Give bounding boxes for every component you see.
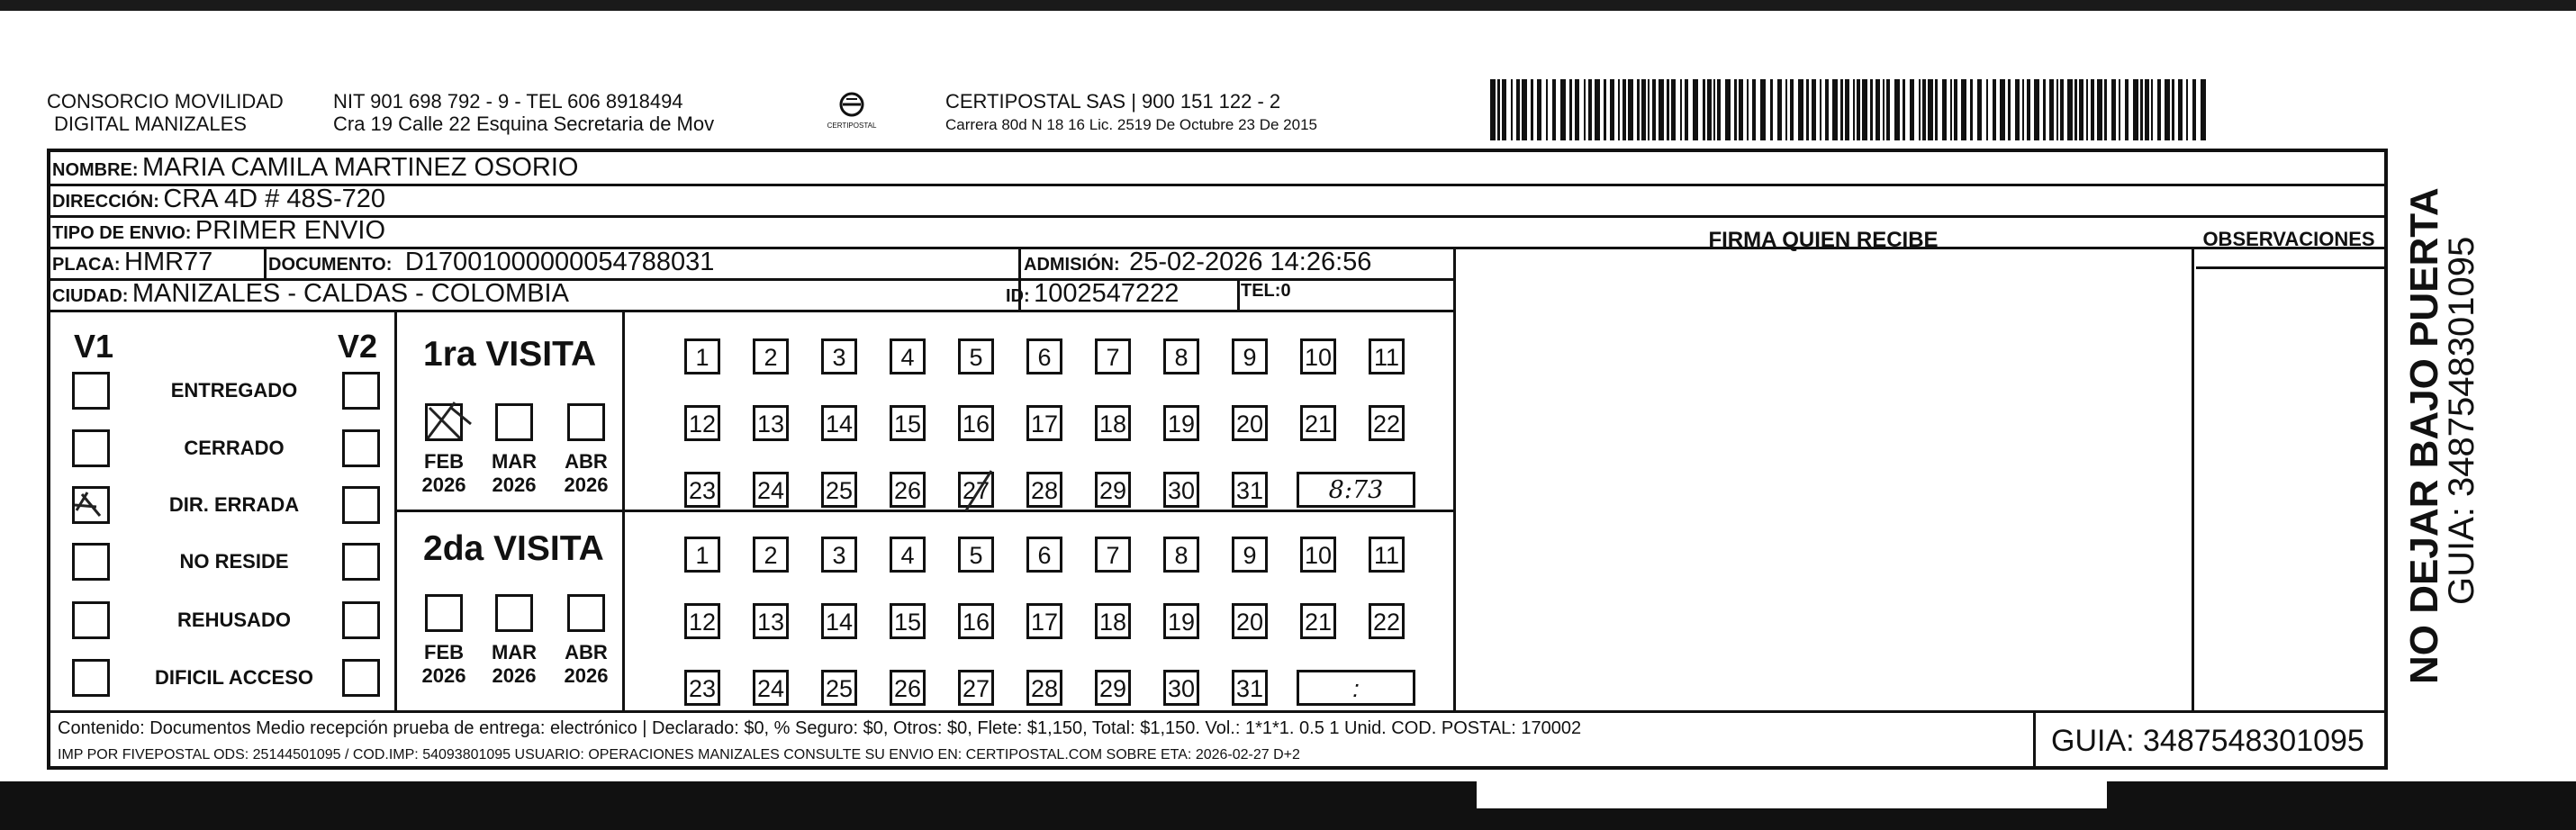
day-box[interactable]: 13 bbox=[753, 405, 789, 441]
month-checkbox[interactable] bbox=[425, 403, 463, 441]
status-option-label: REHUSADO bbox=[177, 609, 291, 631]
time-box[interactable]: : bbox=[1297, 670, 1415, 706]
month-checkbox[interactable] bbox=[495, 403, 533, 441]
month-year: 2026 bbox=[564, 664, 609, 687]
day-box[interactable]: 9 bbox=[1232, 537, 1268, 573]
day-box[interactable]: 2 bbox=[753, 338, 789, 374]
day-box[interactable]: 23 bbox=[684, 670, 720, 706]
certipostal-logo bbox=[827, 86, 877, 137]
day-box[interactable]: 1 bbox=[684, 338, 720, 374]
day-box[interactable]: 7 bbox=[1095, 338, 1131, 374]
documento-field: DOCUMENTO: D17001000000054788031 bbox=[268, 248, 715, 276]
status-option-label: ENTREGADO bbox=[170, 379, 298, 401]
day-box[interactable]: 2 bbox=[753, 537, 789, 573]
footer-guia: GUIA: 3487548301095 bbox=[2051, 724, 2364, 758]
day-box[interactable]: 10 bbox=[1300, 537, 1336, 573]
day-box[interactable]: 28 bbox=[1026, 670, 1062, 706]
v1-checkbox[interactable] bbox=[72, 429, 110, 467]
month-year: 2026 bbox=[492, 474, 537, 496]
day-box[interactable]: 16 bbox=[958, 405, 994, 441]
month-label: FEB bbox=[424, 641, 464, 663]
v1-checkbox[interactable] bbox=[72, 543, 110, 581]
month-year: 2026 bbox=[564, 474, 609, 496]
day-box[interactable]: 24 bbox=[753, 472, 789, 508]
day-box[interactable]: 30 bbox=[1163, 670, 1199, 706]
month-year: 2026 bbox=[492, 664, 537, 687]
month-checkbox[interactable] bbox=[495, 594, 533, 632]
v1-header: V1 bbox=[74, 328, 114, 365]
day-box[interactable]: 25 bbox=[821, 472, 857, 508]
day-box[interactable]: 16 bbox=[958, 603, 994, 639]
company-line: CERTIPOSTAL SAS | 900 151 122 - 2 bbox=[945, 90, 1281, 113]
day-box[interactable]: 11 bbox=[1369, 338, 1405, 374]
day-box[interactable]: 15 bbox=[890, 603, 926, 639]
day-box[interactable]: 20 bbox=[1232, 405, 1268, 441]
nombre-field: NOMBRE: MARIA CAMILA MARTINEZ OSORIO bbox=[52, 153, 579, 182]
day-box[interactable]: 1 bbox=[684, 537, 720, 573]
day-box[interactable]: 18 bbox=[1095, 603, 1131, 639]
firma-label: FIRMA QUIEN RECIBE bbox=[1708, 228, 1939, 252]
v2-checkbox[interactable] bbox=[342, 543, 380, 581]
day-box[interactable]: 12 bbox=[684, 603, 720, 639]
day-box[interactable]: 11 bbox=[1369, 537, 1405, 573]
day-box[interactable]: 12 bbox=[684, 405, 720, 441]
v1-checkbox[interactable] bbox=[72, 601, 110, 639]
day-box[interactable]: 3 bbox=[821, 338, 857, 374]
day-box[interactable]: 20 bbox=[1232, 603, 1268, 639]
status-option-label: DIR. ERRADA bbox=[168, 493, 300, 516]
day-box[interactable]: 6 bbox=[1026, 537, 1062, 573]
day-box[interactable]: 13 bbox=[753, 603, 789, 639]
day-box[interactable]: 5 bbox=[958, 338, 994, 374]
v2-checkbox[interactable] bbox=[342, 601, 380, 639]
tipo-envio-field: TIPO DE ENVIO: PRIMER ENVIO bbox=[52, 216, 386, 245]
v1-checkbox[interactable] bbox=[72, 486, 110, 524]
ciudad-field: CIUDAD: MANIZALES - CALDAS - COLOMBIA bbox=[52, 279, 569, 308]
scan-bottom-edge bbox=[0, 781, 2576, 830]
day-box[interactable]: 5 bbox=[958, 537, 994, 573]
v2-checkbox[interactable] bbox=[342, 486, 380, 524]
month-year: 2026 bbox=[421, 664, 466, 687]
scan-bottom-gap bbox=[1477, 781, 2107, 808]
nit-line: NIT 901 698 792 - 9 - TEL 606 8918494 bbox=[333, 90, 683, 113]
day-box[interactable]: 29 bbox=[1095, 472, 1131, 508]
day-box[interactable]: 17 bbox=[1026, 603, 1062, 639]
day-box[interactable]: 31 bbox=[1232, 472, 1268, 508]
admision-field: ADMISIÓN: 25-02-2026 14:26:56 bbox=[1024, 248, 1372, 276]
month-label: MAR bbox=[491, 450, 538, 473]
month-checkbox[interactable] bbox=[567, 594, 605, 632]
status-option-label: CERRADO bbox=[184, 437, 285, 459]
day-box[interactable]: 6 bbox=[1026, 338, 1062, 374]
day-box[interactable]: 21 bbox=[1300, 603, 1336, 639]
month-label: ABR bbox=[565, 641, 608, 663]
v2-header: V2 bbox=[338, 328, 378, 365]
svg-text:CERTIPOSTAL: CERTIPOSTAL bbox=[827, 122, 877, 130]
day-box[interactable]: 30 bbox=[1163, 472, 1199, 508]
day-box[interactable]: 23 bbox=[684, 472, 720, 508]
time-box[interactable]: 8:73 bbox=[1297, 472, 1415, 508]
id-field: ID: 1002547222 bbox=[1006, 279, 1180, 308]
company-address: Carrera 80d N 18 16 Lic. 2519 De Octubre 23 De 2015 bbox=[945, 116, 1317, 133]
placa-field: PLACA: HMR77 bbox=[52, 248, 213, 276]
status-option-label: NO RESIDE bbox=[179, 550, 289, 573]
month-checkbox[interactable] bbox=[425, 594, 463, 632]
day-box[interactable]: 28 bbox=[1026, 472, 1062, 508]
day-box[interactable]: 31 bbox=[1232, 670, 1268, 706]
side-guia: GUIA: 3487548301095 bbox=[2442, 236, 2481, 605]
day-box[interactable]: 8 bbox=[1163, 338, 1199, 374]
scan-top-edge bbox=[0, 0, 2576, 11]
day-box[interactable]: 3 bbox=[821, 537, 857, 573]
visit1-title: 1ra VISITA bbox=[423, 335, 597, 374]
day-box[interactable]: 10 bbox=[1300, 338, 1336, 374]
day-box[interactable]: 19 bbox=[1163, 405, 1199, 441]
tel-field: TEL:0 bbox=[1241, 281, 1291, 301]
day-box[interactable]: 4 bbox=[890, 338, 926, 374]
day-box[interactable]: 4 bbox=[890, 537, 926, 573]
month-label: FEB bbox=[424, 450, 464, 473]
no-dejar-bajo-puerta: NO DEJAR BAJO PUERTA bbox=[2402, 187, 2446, 684]
month-checkbox[interactable] bbox=[567, 403, 605, 441]
v1-checkbox[interactable] bbox=[72, 659, 110, 697]
day-box[interactable]: 26 bbox=[890, 472, 926, 508]
month-label: MAR bbox=[491, 641, 538, 663]
day-box[interactable]: 19 bbox=[1163, 603, 1199, 639]
day-box[interactable]: 25 bbox=[821, 670, 857, 706]
day-box[interactable]: 29 bbox=[1095, 670, 1131, 706]
day-box[interactable]: 15 bbox=[890, 405, 926, 441]
status-option-label: DIFICIL ACCESO bbox=[154, 666, 313, 689]
org-name-line2: DIGITAL MANIZALES bbox=[54, 113, 247, 135]
visit2-title: 2da VISITA bbox=[423, 529, 604, 568]
v2-checkbox[interactable] bbox=[342, 659, 380, 697]
day-box[interactable]: 24 bbox=[753, 670, 789, 706]
footer-content-line: Contenido: Documentos Medio recepción prueba de entrega: electrónico | Declarado: $0, % Seguro: $0, Otros: $0, Flete: $1,150, Total: $1,150. Vol.: 1*1*1. 0.5 1 Unid. COD. POSTAL: 170002 bbox=[58, 718, 1582, 738]
day-box[interactable]: 27 bbox=[958, 670, 994, 706]
address-line: Cra 19 Calle 22 Esquina Secretaria de Mov bbox=[333, 113, 715, 135]
day-box[interactable]: 27 bbox=[958, 472, 994, 508]
day-box[interactable]: 14 bbox=[821, 603, 857, 639]
day-box[interactable]: 7 bbox=[1095, 537, 1131, 573]
day-box[interactable]: 14 bbox=[821, 405, 857, 441]
day-box[interactable]: 22 bbox=[1369, 603, 1405, 639]
day-box[interactable]: 9 bbox=[1232, 338, 1268, 374]
org-name-line1: CONSORCIO MOVILIDAD bbox=[47, 90, 284, 113]
day-box[interactable]: 21 bbox=[1300, 405, 1336, 441]
day-box[interactable]: 22 bbox=[1369, 405, 1405, 441]
day-box[interactable]: 18 bbox=[1095, 405, 1131, 441]
month-year: 2026 bbox=[421, 474, 466, 496]
day-box[interactable]: 26 bbox=[890, 670, 926, 706]
observaciones-label: OBSERVACIONES bbox=[2202, 228, 2375, 250]
barcode bbox=[1490, 79, 2210, 140]
footer-imp-line: IMP POR FIVEPOSTAL ODS: 25144501095 / COD.IMP: 54093801095 USUARIO: OPERACIONES MANIZALES CONSULTE SU ENVIO EN: CERTIPOSTAL.COM SOBRE ETA: 2026-02-27 D+2 bbox=[58, 747, 1300, 762]
day-box[interactable]: 17 bbox=[1026, 405, 1062, 441]
month-label: ABR bbox=[565, 450, 608, 473]
v1-checkbox[interactable] bbox=[72, 372, 110, 410]
v2-checkbox[interactable] bbox=[342, 429, 380, 467]
direccion-field: DIRECCIÓN: CRA 4D # 48S-720 bbox=[52, 185, 385, 213]
day-box[interactable]: 8 bbox=[1163, 537, 1199, 573]
v2-checkbox[interactable] bbox=[342, 372, 380, 410]
